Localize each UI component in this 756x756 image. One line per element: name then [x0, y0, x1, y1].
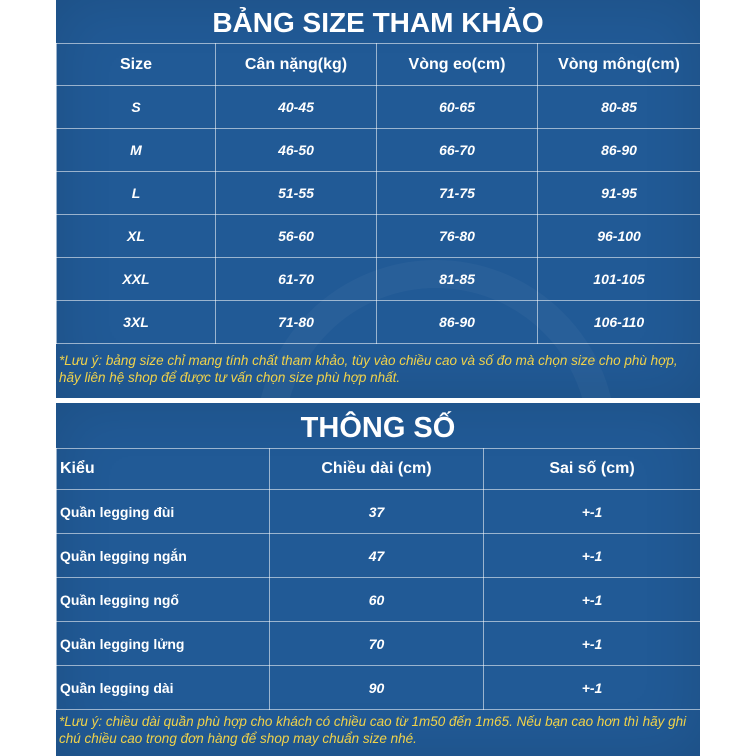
waist-cell: 76-80 — [377, 215, 538, 258]
specs-note: *Lưu ý: chiều dài quần phù hợp cho khách có chiều cao từ 1m50 đến 1m65. Nếu bạn cao hơn thì hãy ghi chú chiều cao trong đơn hàng để shop may chuẩn size nhé. — [59, 714, 687, 746]
size-cell: 3XL — [57, 301, 216, 344]
size-chart-header-row — [57, 44, 701, 86]
style-cell: Quần legging ngố — [57, 578, 270, 622]
table-row — [57, 490, 701, 534]
table-row — [57, 86, 701, 129]
size-cell: XXL — [57, 258, 216, 301]
tolerance-cell: +-1 — [484, 490, 701, 534]
header-hip: Vòng mông(cm) — [538, 44, 701, 86]
table-row — [57, 578, 701, 622]
length-cell: 70 — [270, 622, 484, 666]
header-weight: Cân nặng(kg) — [216, 44, 377, 86]
tolerance-cell: +-1 — [484, 534, 701, 578]
hip-cell: 86-90 — [538, 129, 701, 172]
hip-cell: 101-105 — [538, 258, 701, 301]
size-cell: S — [57, 86, 216, 129]
waist-cell: 66-70 — [377, 129, 538, 172]
length-cell: 47 — [270, 534, 484, 578]
style-cell: Quần legging dài — [57, 666, 270, 710]
table-row — [57, 666, 701, 710]
waist-cell: 86-90 — [377, 301, 538, 344]
table-row — [57, 129, 701, 172]
header-style: Kiểu — [57, 449, 270, 490]
specs-header-row — [57, 449, 701, 490]
table-row — [57, 172, 701, 215]
weight-cell: 61-70 — [216, 258, 377, 301]
length-cell: 60 — [270, 578, 484, 622]
waist-cell: 81-85 — [377, 258, 538, 301]
tolerance-cell: +-1 — [484, 578, 701, 622]
tolerance-cell: +-1 — [484, 622, 701, 666]
weight-cell: 40-45 — [216, 86, 377, 129]
size-chart-table — [56, 43, 701, 344]
table-row — [57, 534, 701, 578]
size-chart-title: BẢNG SIZE THAM KHẢO — [212, 7, 544, 38]
size-cell: XL — [57, 215, 216, 258]
style-cell: Quần legging ngắn — [57, 534, 270, 578]
weight-cell: 56-60 — [216, 215, 377, 258]
header-tolerance: Sai số (cm) — [484, 449, 701, 490]
size-cell: L — [57, 172, 216, 215]
hip-cell: 91-95 — [538, 172, 701, 215]
header-waist: Vòng eo(cm) — [377, 44, 538, 86]
specs-title: THÔNG SỐ — [300, 412, 456, 444]
specs-table — [56, 448, 701, 710]
hip-cell: 96-100 — [538, 215, 701, 258]
hip-cell: 106-110 — [538, 301, 701, 344]
length-cell: 90 — [270, 666, 484, 710]
waist-cell: 60-65 — [377, 86, 538, 129]
header-length: Chiều dài (cm) — [270, 449, 484, 490]
length-cell: 37 — [270, 490, 484, 534]
style-cell: Quần legging đùi — [57, 490, 270, 534]
weight-cell: 71-80 — [216, 301, 377, 344]
table-row — [57, 301, 701, 344]
style-cell: Quần legging lửng — [57, 622, 270, 666]
size-chart-panel — [56, 0, 700, 398]
size-chart-note: *Lưu ý: bảng size chỉ mang tính chất tham khảo, tùy vào chiều cao và số đo mà chọn size cho phù hợp, hãy liên hệ shop để được tư vấn chọn size phù hợp nhất. — [59, 353, 678, 385]
header-size: Size — [57, 44, 216, 86]
table-row — [57, 258, 701, 301]
table-row — [57, 622, 701, 666]
waist-cell: 71-75 — [377, 172, 538, 215]
table-row — [57, 215, 701, 258]
weight-cell: 46-50 — [216, 129, 377, 172]
hip-cell: 80-85 — [538, 86, 701, 129]
weight-cell: 51-55 — [216, 172, 377, 215]
size-cell: M — [57, 129, 216, 172]
tolerance-cell: +-1 — [484, 666, 701, 710]
